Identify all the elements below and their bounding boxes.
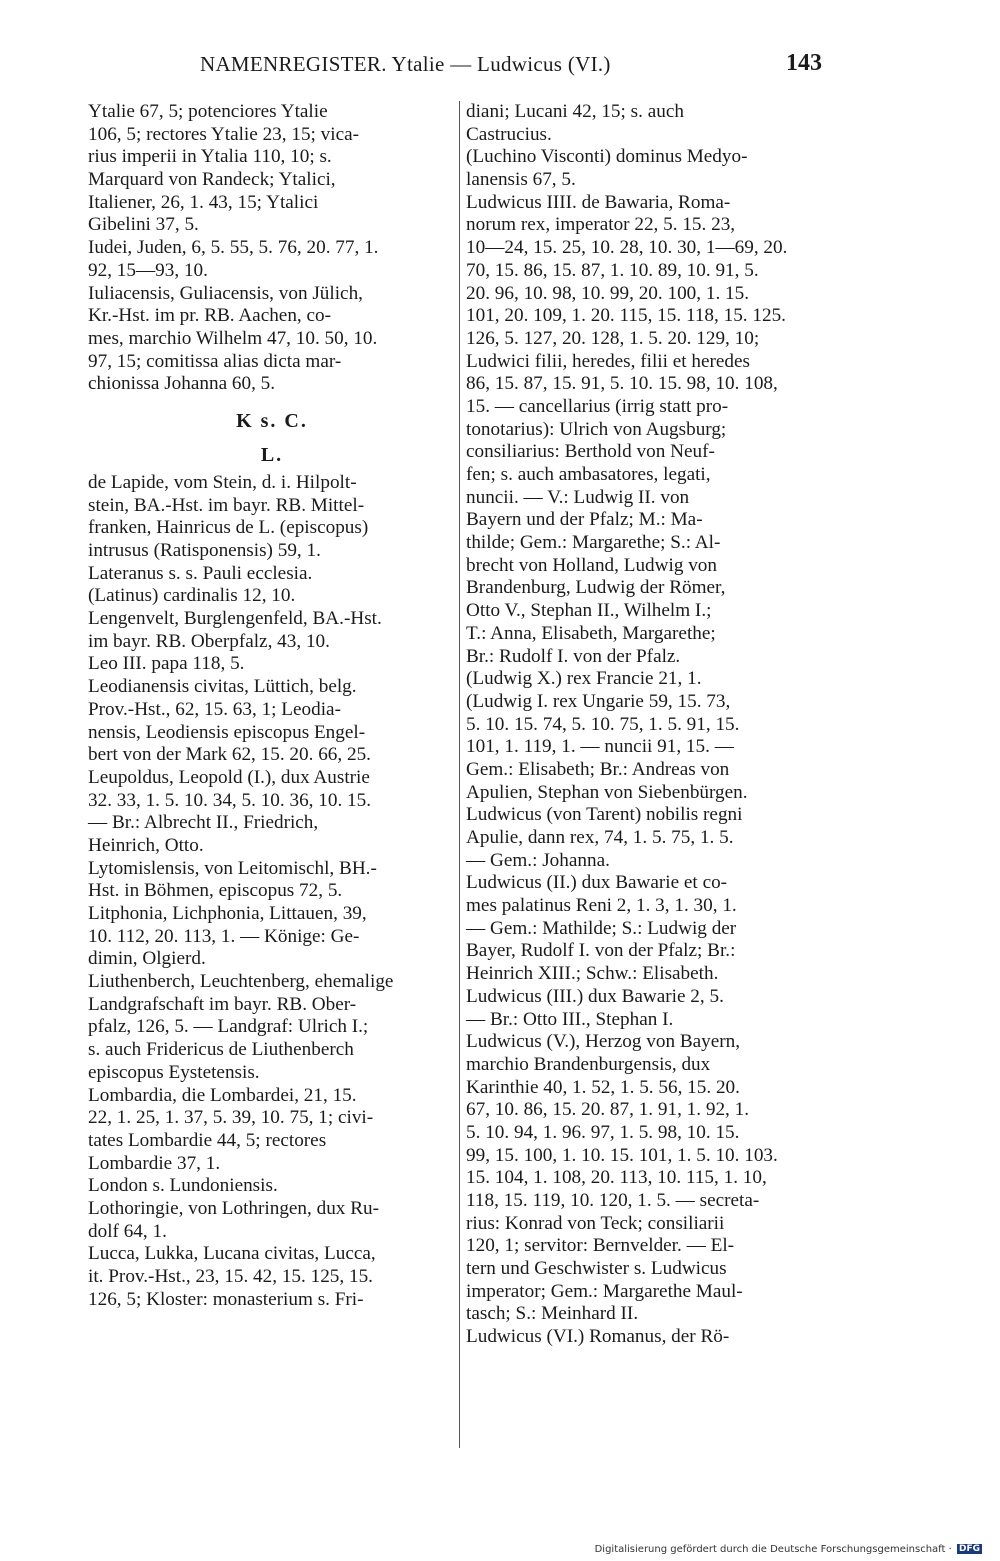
index-line: Ludwici filii, heredes, filii et heredes (466, 350, 750, 372)
index-line: episcopus Eystetensis. (88, 1061, 260, 1083)
index-line: tasch; S.: Meinhard II. (466, 1303, 639, 1325)
index-line: dimin, Olgierd. (88, 948, 206, 970)
index-line: 126, 5; Kloster: monasterium s. Fri- (88, 1288, 364, 1310)
index-line: Ytalie 67, 5; potenciores Ytalie (88, 101, 328, 122)
index-line: — Br.: Otto III., Stephan I. (466, 1008, 674, 1030)
index-line: Prov.-Hst., 62, 15. 63, 1; Leodia- (88, 698, 341, 720)
index-line: 67, 10. 86, 15. 20. 87, 1. 91, 1. 92, 1. (466, 1099, 750, 1121)
index-line: Lytomislensis, von Leitomischl, BH.- (88, 857, 377, 879)
index-line: Iudei, Juden, 6, 5. 55, 5. 76, 20. 77, 1. (88, 237, 379, 259)
index-line: thilde; Gem.: Margarethe; S.: Al- (466, 532, 721, 554)
index-line: s. auch Fridericus de Liuthenberch (88, 1039, 354, 1061)
index-line: tonotarius): Ulrich von Augsburg; (466, 418, 727, 440)
running-head: NAMENREGISTER. Ytalie — Ludwicus (VI.) (200, 52, 611, 76)
digitization-credit (595, 1544, 982, 1555)
index-line: Lengenvelt, Burglengenfeld, BA.-Hst. (88, 608, 382, 630)
index-line: 70, 15. 86, 15. 87, 1. 10. 89, 10. 91, 5. (466, 259, 759, 281)
index-line: stein, BA.-Hst. im bayr. RB. Mittel- (88, 494, 365, 516)
index-line: brecht von Holland, Ludwig von (466, 554, 717, 576)
index-line: 15. 104, 1. 108, 20. 113, 10. 115, 1. 10, (466, 1167, 767, 1189)
index-line: rius imperii in Ytalia 110, 10; s. (88, 146, 332, 168)
index-line: rius: Konrad von Teck; consiliarii (466, 1212, 725, 1234)
index-line: Litphonia, Lichphonia, Littauen, 39, (88, 903, 367, 924)
index-line: (Latinus) cardinalis 12, 10. (88, 585, 296, 607)
index-line: mes, marchio Wilhelm 47, 10. 50, 10. (88, 327, 378, 349)
index-line: 10. 112, 20. 113, 1. — Könige: Ge- (88, 925, 360, 947)
index-line: 22, 1. 25, 1. 37, 5. 39, 10. 75, 1; civi- (88, 1107, 374, 1129)
index-line: Ludwicus (II.) dux Bawarie et co- (466, 872, 728, 894)
index-line: 20. 96, 10. 98, 10. 99, 20. 100, 1. 15. (466, 282, 750, 304)
index-line: Leodianensis civitas, Lüttich, belg. (88, 676, 357, 698)
index-line: nuncii. — V.: Ludwig II. von (466, 486, 690, 508)
right-entries (466, 101, 826, 1349)
credit-text: Digitalisierung gefördert durch die Deutsche Forschungsgemeinschaft · (594, 1544, 952, 1555)
index-line: Karinthie 40, 1. 52, 1. 5. 56, 15. 20. (466, 1076, 740, 1098)
index-line: Lothoringie, von Lothringen, dux Ru- (88, 1197, 379, 1219)
index-line: Gem.: Elisabeth; Br.: Andreas von (466, 758, 730, 780)
index-line: T.: Anna, Elisabeth, Margarethe; (466, 622, 716, 644)
index-line: Lucca, Lukka, Lucana civitas, Lucca, (88, 1243, 376, 1265)
index-line: mes palatinus Reni 2, 1. 3, 1. 30, 1. (466, 895, 737, 917)
index-line: it. Prov.-Hst., 23, 15. 42, 15. 125, 15. (88, 1266, 373, 1287)
index-line: 86, 15. 87, 15. 91, 5. 10. 15. 98, 10. 108, (466, 373, 778, 395)
index-line: — Gem.: Johanna. (466, 849, 610, 871)
index-line: 120, 1; servitor: Bernvelder. — El- (466, 1235, 735, 1257)
left-column (88, 101, 456, 1311)
index-line: Leo III. papa 118, 5. (88, 653, 245, 675)
index-line: Italiener, 26, 1. 43, 15; Ytalici (88, 191, 319, 213)
index-line: Landgrafschaft im bayr. RB. Ober- (88, 993, 357, 1015)
index-line: 10—24, 15. 25, 10. 28, 10. 30, 1—69, 20. (466, 237, 788, 259)
index-line: Heinrich XIII.; Schw.: Elisabeth. (466, 963, 719, 985)
index-line: marchio Brandenburgensis, dux (466, 1053, 711, 1075)
index-line: bert von der Mark 62, 15. 20. 66, 25. (88, 744, 371, 766)
index-line: chionissa Johanna 60, 5. (88, 373, 276, 395)
index-line: Brandenburg, Ludwig der Römer, (466, 577, 726, 599)
index-line: — Gem.: Mathilde; S.: Ludwig der (466, 917, 737, 939)
section-heading-k: K s. C. (236, 409, 308, 432)
index-line: diani; Lucani 42, 15; s. auch (466, 101, 684, 122)
index-line: 15. — cancellarius (irrig statt pro- (466, 395, 729, 417)
index-line: Lombardia, die Lombardei, 21, 15. (88, 1084, 357, 1106)
index-line: Lateranus s. s. Pauli ecclesia. (88, 562, 313, 584)
index-line: pfalz, 126, 5. — Landgraf: Ulrich I.; (88, 1016, 369, 1038)
index-line: Apulie, dann rex, 74, 1. 5. 75, 1. 5. (466, 827, 734, 848)
index-line: (Luchino Visconti) dominus Medyo- (466, 146, 748, 168)
index-line: consiliarius: Berthold von Neuf- (466, 441, 715, 463)
index-line: Leupoldus, Leopold (I.), dux Austrie (88, 766, 370, 788)
index-line: imperator; Gem.: Margarethe Maul- (466, 1280, 743, 1302)
page-number: 143 (786, 50, 822, 76)
right-column (466, 101, 826, 1349)
index-line: 126, 5. 127, 20. 128, 1. 5. 20. 129, 10; (466, 327, 760, 349)
index-line: Bayer, Rudolf I. von der Pfalz; Br.: (466, 940, 736, 962)
index-line: Ludwicus (III.) dux Bawarie 2, 5. (466, 985, 724, 1007)
index-line: tern und Geschwister s. Ludwicus (466, 1258, 727, 1280)
index-line: 97, 15; comitissa alias dicta mar- (88, 350, 342, 372)
index-line: 101, 20. 109, 1. 20. 115, 15. 118, 15. 125. (466, 305, 786, 327)
section-heading-l: L. (260, 443, 284, 466)
index-line: im bayr. RB. Oberpfalz, 43, 10. (88, 630, 330, 652)
index-line: Gibelini 37, 5. (88, 214, 199, 236)
index-line: (Ludwig I. rex Ungarie 59, 15. 73, (466, 690, 731, 712)
index-line: Marquard von Randeck; Ytalici, (88, 169, 336, 191)
index-line: Ludwicus (von Tarent) nobilis regni (466, 804, 743, 826)
index-line: 5. 10. 94, 1. 96. 97, 1. 5. 98, 10. 15. (466, 1121, 740, 1143)
index-line: norum rex, imperator 22, 5. 15. 23, (466, 214, 736, 236)
index-line: (Ludwig X.) rex Francie 21, 1. (466, 668, 702, 690)
index-line: lanensis 67, 5. (466, 169, 576, 191)
index-line: 106, 5; rectores Ytalie 23, 15; vica- (88, 123, 360, 145)
index-line: tates Lombardie 44, 5; rectores (88, 1129, 327, 1151)
index-line: Kr.-Hst. im pr. RB. Aachen, co- (88, 305, 332, 327)
index-line: nensis, Leodiensis episcopus Engel- (88, 721, 366, 743)
index-line: Otto V., Stephan II., Wilhelm I.; (466, 600, 712, 622)
page-header (200, 50, 822, 84)
index-line: Lombardie 37, 1. (88, 1152, 221, 1174)
index-line: de Lapide, vom Stein, d. i. Hilpolt- (88, 471, 357, 493)
index-line: 5. 10. 15. 74, 5. 10. 75, 1. 5. 91, 15. (466, 713, 740, 735)
index-line: Ludwicus (VI.) Romanus, der Rö- (466, 1326, 730, 1348)
index-line: Hst. in Böhmen, episcopus 72, 5. (88, 880, 343, 902)
index-line: Liuthenberch, Leuchtenberg, ehemalige (88, 971, 394, 993)
index-line: Ludwicus IIII. de Bawaria, Roma- (466, 191, 731, 213)
index-line: Ludwicus (V.), Herzog von Bayern, (466, 1031, 741, 1053)
index-line: 118, 15. 119, 10. 120, 1. 5. — secreta- (466, 1190, 760, 1211)
index-line: 101, 1. 119, 1. — nuncii 91, 15. — (466, 736, 734, 758)
index-line: fen; s. auch ambasatores, legati, (466, 464, 711, 485)
column-divider (459, 101, 460, 1448)
index-line: Bayern und der Pfalz; M.: Ma- (466, 509, 703, 531)
index-line: — Br.: Albrecht II., Friedrich, (88, 812, 319, 834)
index-line: 32. 33, 1. 5. 10. 34, 5. 10. 36, 10. 15. (88, 789, 372, 811)
dfg-logo: DFG (958, 1544, 980, 1554)
index-line: intrusus (Ratisponensis) 59, 1. (88, 540, 321, 561)
left-entries-a (88, 101, 456, 396)
index-line: Iuliacensis, Guliacensis, von Jülich, (88, 282, 363, 304)
index-line: Heinrich, Otto. (88, 834, 204, 856)
index-line: London s. Lundoniensis. (88, 1175, 278, 1197)
index-line: Br.: Rudolf I. von der Pfalz. (466, 645, 681, 667)
index-line: Apulien, Stephan von Siebenbürgen. (466, 781, 748, 803)
index-line: dolf 64, 1. (88, 1220, 167, 1242)
index-line: Castrucius. (466, 123, 552, 145)
index-line: 92, 15—93, 10. (88, 259, 208, 281)
left-entries-b (88, 472, 456, 1311)
index-line: 99, 15. 100, 1. 10. 15. 101, 1. 5. 10. 103. (466, 1144, 778, 1166)
index-line: franken, Hainricus de L. (episcopus) (88, 517, 369, 539)
